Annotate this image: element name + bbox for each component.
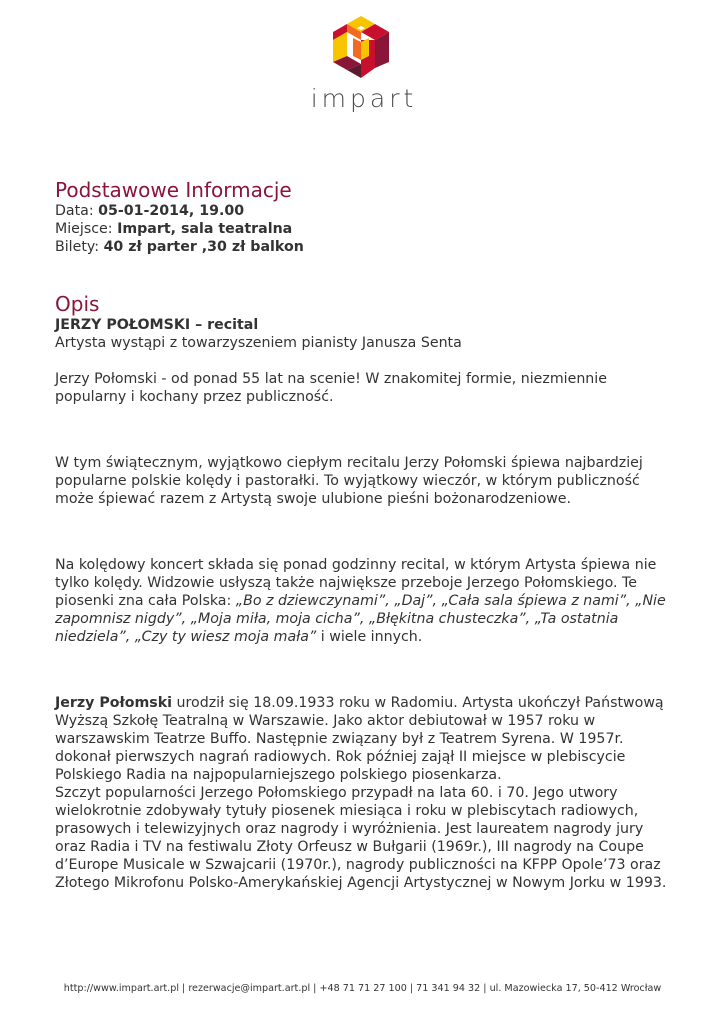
- date-label: Data:: [55, 203, 99, 219]
- place-value: Impart, sala teatralna: [117, 221, 293, 237]
- tickets-label: Bilety:: [55, 239, 104, 255]
- paragraph-2: W tym świątecznym, wyjątkowo ciepłym recitalu Jerzy Połomski śpiewa najbardziej popularne polskie kolędy i pastorałki. To wyjątkowy wieczór, w którym publiczność może śpiewać razem z Artystą swoje ulubione pieśni bożonarodzeniowe.: [55, 455, 643, 507]
- paragraph-5: Szczyt popularności Jerzego Połomskiego przypadł na lata 60. i 70. Jego utwory wielokrotnie zdobywały tytuły piosenek miesiąca i roku w plebiscytach radiowych, prasowych i telewizyjnych oraz nagrody i wyróżnienia. Jest laureatem nagrody jury oraz Radia i TV na festiwalu Złoty Orfeusz w Bułgarii (1969r.), III nagrody na Coupe d’Europe Musicale w Szwajcarii (1970r.), nagrody publiczności na KFPP Opole’73 oraz Złotego Mikrofonu Polsko-Amerykańskiej Agencji Artystycznej w Nowym Jorku w 1993.: [55, 785, 667, 891]
- info-heading: Podstawowe Informacje: [55, 178, 292, 202]
- date-value: 05-01-2014, 19.00: [98, 203, 245, 219]
- logo-wordmark: impart: [310, 84, 418, 113]
- opis-heading: Opis: [55, 292, 100, 316]
- main-content: [55, 178, 675, 892]
- paragraph-1: Jerzy Połomski - od ponad 55 lat na scenie! W znakomitej formie, niezmiennie popularny i kochany przez publiczność.: [55, 371, 607, 405]
- paragraph-3-intro: Na kolędowy koncert składa się ponad godzinny recital, w którym Artysta śpiewa nie tylko kolędy. Widzowie usłyszą także największe przeboje Jerzego Połomskiego. Te piosenki zna cała Polska:: [55, 557, 657, 609]
- place-line: [55, 220, 675, 238]
- footer-contact: http://www.impart.art.pl | rezerwacje@impart.art.pl | +48 71 71 27 100 | 71 341 94 32 | ul. Mazowiecka 17, 50-412 Wrocław: [63, 983, 662, 994]
- paragraph-3-end: i wiele innych.: [316, 629, 423, 645]
- tickets-line: [55, 238, 675, 256]
- tickets-value: 40 zł parter ,30 zł balkon: [103, 239, 304, 255]
- event-title: [55, 316, 675, 334]
- impart-logo-icon: [333, 16, 389, 78]
- paragraph-4-text: urodził się 18.09.1933 roku w Radomiu. Artysta ukończył Państwową Wyższą Szkołę Teatralną w Warszawie. Jako aktor debiutował w 1957 roku w warszawskim Teatrze Buffo. Następnie związany był z Teatrem Syrena. W 1957r. dokonał pierwszych nagrań radiowych. Rok później zajął II miejsce w plebiscycie Polskiego Radia na najpopularniejszego polskiego piosenkarza.: [55, 695, 664, 783]
- place-label: Miejsce:: [55, 221, 118, 237]
- artist-name: Jerzy Połomski: [55, 695, 173, 711]
- paragraph-4: [55, 694, 675, 784]
- paragraph-3: [55, 556, 675, 646]
- event-subtitle: Artysta wystąpi z towarzyszeniem pianisty Janusza Senta: [55, 335, 462, 351]
- date-line: [55, 202, 675, 220]
- event-title-text: JERZY POŁOMSKI – recital: [55, 317, 259, 333]
- song-list: „Bo z dziewczynami”, „Daj”, „Cała sala śpiewa z nami”, „Nie zapomnisz nigdy”, „Moja miła, moja cicha”, „Błękitna chusteczka”, „Ta ostatnia niedziela”, „Czy ty wiesz moja mała”: [55, 593, 666, 645]
